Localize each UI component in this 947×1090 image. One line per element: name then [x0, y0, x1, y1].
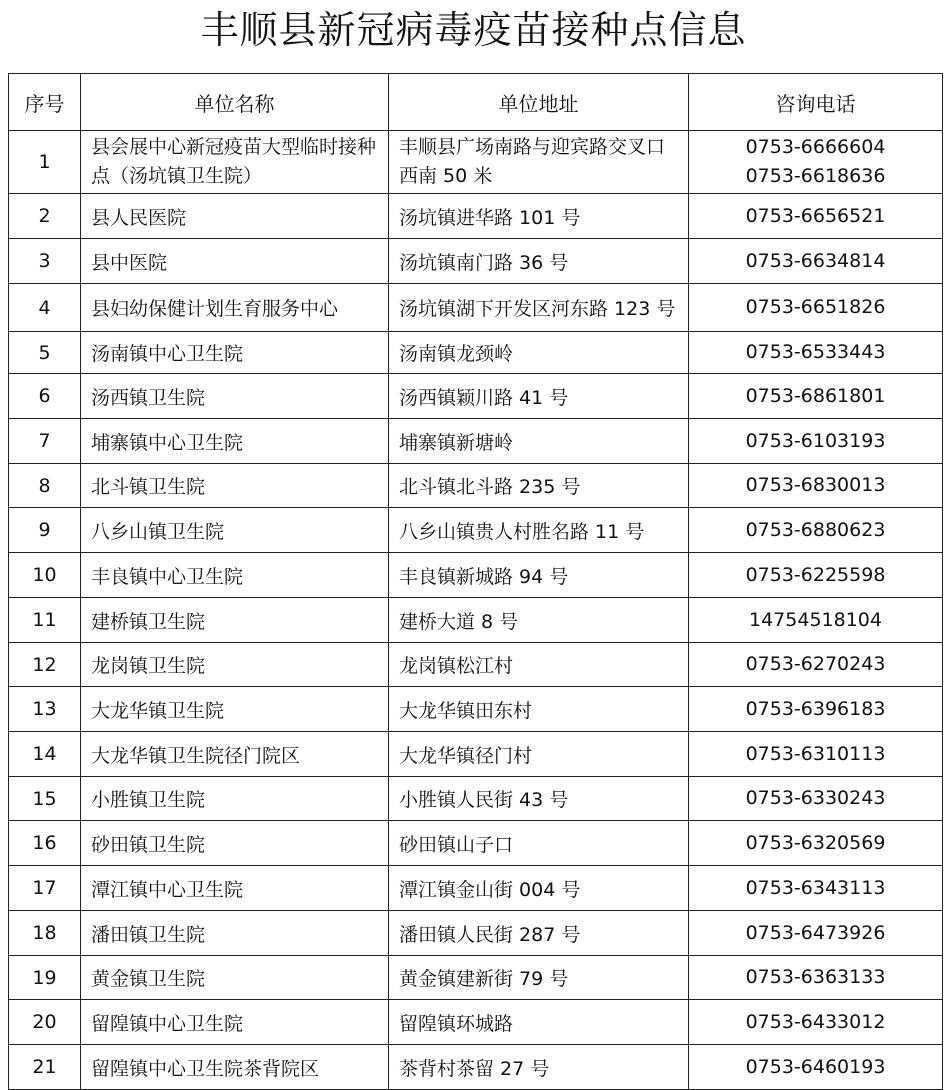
row-serial-number: 3	[9, 239, 81, 284]
row-serial-number: 1	[9, 131, 81, 194]
row-unit-name: 砂田镇卫生院	[81, 821, 389, 866]
header-phone: 咨询电话	[689, 74, 943, 131]
row-unit-address: 汤坑镇湖下开发区河东路 123 号	[389, 284, 689, 332]
row-phone-number: 0753-6880623	[745, 518, 886, 541]
row-unit-name: 留隍镇中心卫生院	[81, 1000, 389, 1045]
row-serial-number: 11	[9, 598, 81, 643]
row-phone-number: 0753-6343113	[745, 876, 886, 899]
row-serial-number: 6	[9, 374, 81, 419]
table-row	[9, 194, 943, 239]
row-unit-name: 汤南镇中心卫生院	[81, 332, 389, 374]
row-serial-number: 17	[9, 866, 81, 911]
row-serial-number: 8	[9, 464, 81, 508]
row-unit-name: 龙岗镇卫生院	[81, 643, 389, 687]
row-phone-number: 0753-6634814	[745, 249, 886, 272]
row-unit-address: 八乡山镇贵人村胜名路 11 号	[389, 508, 689, 553]
row-phone-cell	[689, 374, 943, 419]
row-phone-number: 0753-6473926	[745, 921, 886, 944]
row-unit-address: 龙岗镇松江村	[389, 643, 689, 687]
row-phone-number: 0753-6103193	[745, 429, 886, 452]
row-phone-cell	[689, 508, 943, 553]
row-unit-name: 县会展中心新冠疫苗大型临时接种点（汤坑镇卫生院）	[81, 131, 389, 194]
row-serial-number: 2	[9, 194, 81, 239]
row-serial-number: 13	[9, 687, 81, 732]
row-phone-cell	[689, 284, 943, 332]
row-phone-number: 0753-6656521	[745, 204, 886, 227]
row-phone-cell	[689, 911, 943, 956]
table-row	[9, 643, 943, 687]
row-serial-number: 15	[9, 777, 81, 821]
row-phone-cell	[689, 866, 943, 911]
row-unit-name: 八乡山镇卫生院	[81, 508, 389, 553]
table-row	[9, 508, 943, 553]
row-unit-name: 县妇幼保健计划生育服务中心	[81, 284, 389, 332]
row-phone-number: 0753-6320569	[745, 831, 886, 854]
row-phone-number: 0753-6618636	[745, 165, 886, 187]
row-unit-name: 大龙华镇卫生院径门院区	[81, 732, 389, 777]
row-serial-number: 14	[9, 732, 81, 777]
vaccination-sites-table	[8, 73, 943, 1090]
row-unit-address: 建桥大道 8 号	[389, 598, 689, 643]
row-unit-name: 留隍镇中心卫生院茶背院区	[81, 1045, 389, 1090]
row-phone-cell	[689, 239, 943, 284]
row-phone-number: 0753-6651826	[745, 296, 886, 318]
table-row	[9, 777, 943, 821]
row-unit-name: 埔寨镇中心卫生院	[81, 419, 389, 464]
row-phone-cell	[689, 131, 943, 194]
table-row	[9, 956, 943, 1000]
row-unit-address: 北斗镇北斗路 235 号	[389, 464, 689, 508]
row-unit-address: 小胜镇人民街 43 号	[389, 777, 689, 821]
table-row	[9, 553, 943, 598]
row-serial-number: 9	[9, 508, 81, 553]
row-serial-number: 7	[9, 419, 81, 464]
row-serial-number: 5	[9, 332, 81, 374]
table-row	[9, 131, 943, 194]
row-unit-address: 丰顺县广场南路与迎宾路交叉口西南 50 米	[389, 131, 689, 194]
page-title: 丰顺县新冠病毒疫苗接种点信息	[200, 8, 747, 52]
row-phone-number: 0753-6310113	[745, 742, 886, 765]
table-row	[9, 419, 943, 464]
table-row	[9, 1045, 943, 1090]
row-unit-name: 大龙华镇卫生院	[81, 687, 389, 732]
row-phone-cell	[689, 194, 943, 239]
row-phone-number: 0753-6270243	[745, 653, 886, 675]
row-unit-address: 大龙华镇径门村	[389, 732, 689, 777]
row-phone-cell	[689, 1000, 943, 1045]
table-row	[9, 332, 943, 374]
row-serial-number: 16	[9, 821, 81, 866]
row-unit-address: 汤南镇龙颈岭	[389, 332, 689, 374]
table-row	[9, 374, 943, 419]
row-unit-name: 丰良镇中心卫生院	[81, 553, 389, 598]
row-serial-number: 12	[9, 643, 81, 687]
table-row	[9, 866, 943, 911]
row-phone-cell	[689, 419, 943, 464]
row-unit-address: 汤西镇颖川路 41 号	[389, 374, 689, 419]
row-unit-address: 大龙华镇田东村	[389, 687, 689, 732]
row-unit-address: 潘田镇人民街 287 号	[389, 911, 689, 956]
row-phone-number: 0753-6861801	[745, 384, 886, 407]
row-unit-address: 潭江镇金山街 004 号	[389, 866, 689, 911]
row-unit-name: 县人民医院	[81, 194, 389, 239]
row-unit-name: 建桥镇卫生院	[81, 598, 389, 643]
row-phone-cell	[689, 332, 943, 374]
row-serial-number: 20	[9, 1000, 81, 1045]
row-phone-number: 0753-6363133	[745, 966, 886, 988]
table-row	[9, 1000, 943, 1045]
row-phone-number: 14754518104	[749, 608, 882, 631]
row-phone-cell	[689, 732, 943, 777]
row-unit-name: 北斗镇卫生院	[81, 464, 389, 508]
row-phone-number: 0753-6330243	[745, 787, 886, 809]
row-unit-address: 埔寨镇新塘岭	[389, 419, 689, 464]
table-row	[9, 732, 943, 777]
table-row	[9, 464, 943, 508]
row-serial-number: 19	[9, 956, 81, 1000]
row-unit-address: 丰良镇新城路 94 号	[389, 553, 689, 598]
row-unit-name: 小胜镇卫生院	[81, 777, 389, 821]
row-phone-cell	[689, 821, 943, 866]
table-row	[9, 821, 943, 866]
row-unit-name: 潭江镇中心卫生院	[81, 866, 389, 911]
row-phone-number: 0753-6225598	[745, 563, 886, 586]
row-unit-address: 留隍镇环城路	[389, 1000, 689, 1045]
row-phone-number: 0753-6666604	[745, 136, 886, 158]
row-unit-name: 县中医院	[81, 239, 389, 284]
row-phone-number: 0753-6460193	[745, 1055, 886, 1078]
row-phone-cell	[689, 643, 943, 687]
table-header	[9, 74, 943, 131]
row-phone-cell	[689, 777, 943, 821]
row-phone-cell	[689, 687, 943, 732]
row-serial-number: 10	[9, 553, 81, 598]
row-phone-number: 0753-6433012	[745, 1010, 886, 1033]
row-unit-name: 黄金镇卫生院	[81, 956, 389, 1000]
row-unit-address: 汤坑镇进华路 101 号	[389, 194, 689, 239]
table-row	[9, 598, 943, 643]
table-row	[9, 284, 943, 332]
row-phone-cell	[689, 598, 943, 643]
row-unit-address: 茶背村茶留 27 号	[389, 1045, 689, 1090]
row-serial-number: 4	[9, 284, 81, 332]
row-phone-cell	[689, 956, 943, 1000]
row-unit-address: 黄金镇建新街 79 号	[389, 956, 689, 1000]
table-row	[9, 239, 943, 284]
row-phone-number: 0753-6830013	[745, 474, 886, 496]
row-phone-number: 0753-6533443	[745, 341, 886, 363]
table-body	[9, 131, 943, 1090]
row-unit-name: 潘田镇卫生院	[81, 911, 389, 956]
row-unit-name: 汤西镇卫生院	[81, 374, 389, 419]
row-phone-cell	[689, 464, 943, 508]
table-row	[9, 687, 943, 732]
row-phone-cell	[689, 1045, 943, 1090]
header-serial-number: 序号	[9, 74, 81, 131]
header-row	[9, 74, 943, 131]
header-unit-address: 单位地址	[389, 74, 689, 131]
row-unit-address: 汤坑镇南门路 36 号	[389, 239, 689, 284]
row-phone-number: 0753-6396183	[745, 697, 886, 720]
row-serial-number: 18	[9, 911, 81, 956]
header-unit-name: 单位名称	[81, 74, 389, 131]
row-unit-address: 砂田镇山子口	[389, 821, 689, 866]
table-row	[9, 911, 943, 956]
row-serial-number: 21	[9, 1045, 81, 1090]
row-phone-cell	[689, 553, 943, 598]
